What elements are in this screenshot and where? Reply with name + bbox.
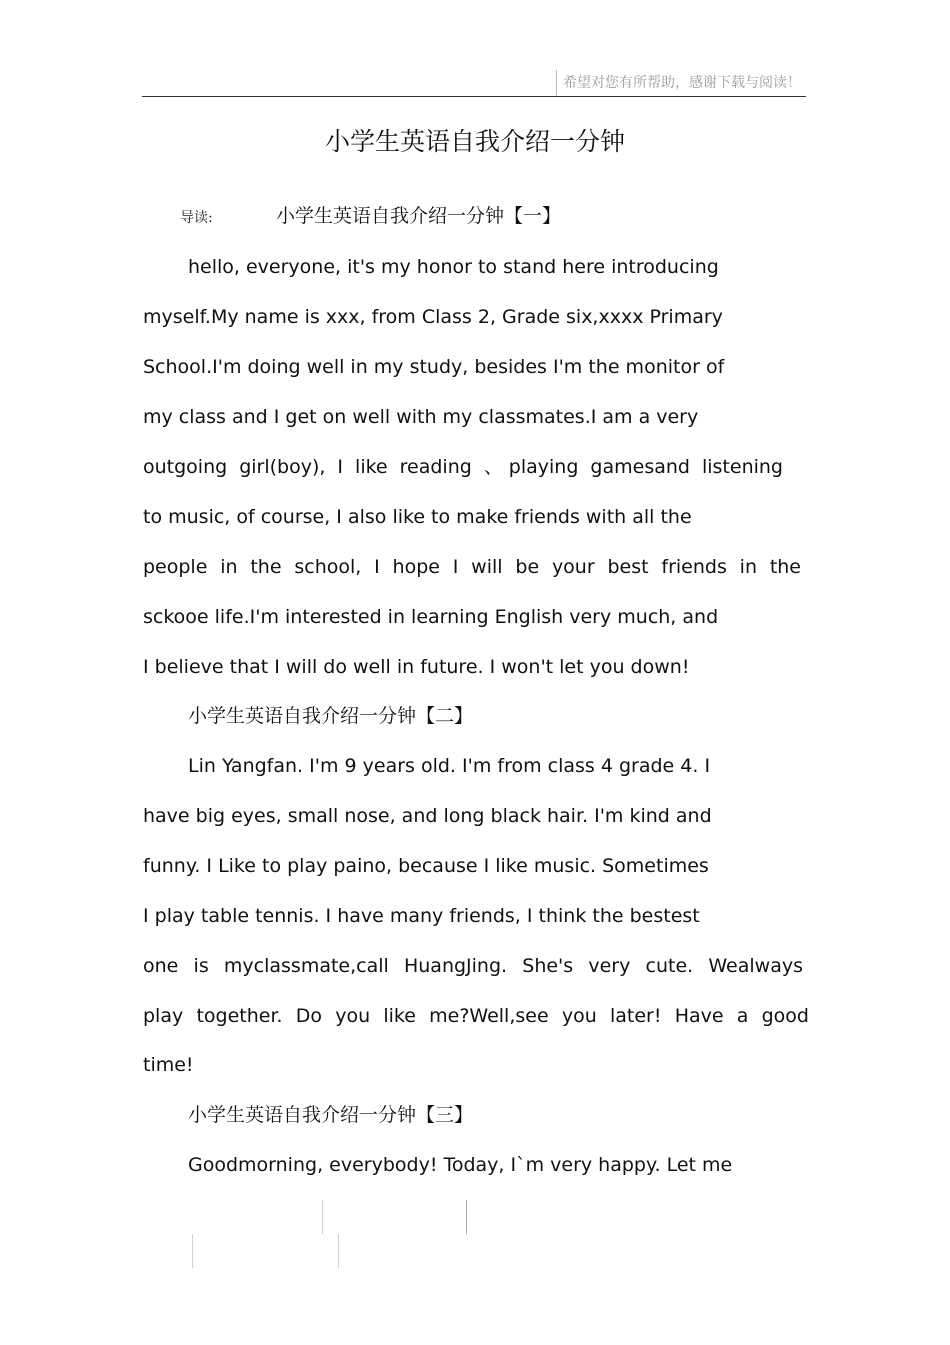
paragraph-line: my class and I get on well with my classmates.I am a very: [143, 406, 699, 428]
paragraph-line: funny. I Like to play paino, because I like music. Sometimes: [143, 855, 709, 877]
scan-artifact-line: [338, 1234, 339, 1268]
document-title: 小学生英语自我介绍一分钟: [324, 127, 625, 156]
paragraph-line: have big eyes, small nose, and long black hair. I'm kind and: [143, 805, 712, 827]
scan-artifact-line: [322, 1200, 323, 1234]
scan-artifact-line: [466, 1200, 467, 1234]
paragraph-line: one is myclassmate,call HuangJing. She's very cute. Wealways: [143, 955, 803, 977]
paragraph-line: I believe that I will do well in future. I won't let you down!: [143, 656, 690, 678]
header-note: 希望对您有所帮助，感谢下载与阅读！: [556, 70, 806, 96]
paragraph-line: to music, of course, I also like to make friends with all the: [143, 506, 692, 528]
paragraph-line: School.I'm doing well in my study, besides I'm the monitor of: [143, 356, 725, 378]
paragraph-line: play together. Do you like me?Well,see you later! Have a good: [143, 1005, 809, 1027]
section-1-heading: 小学生英语自我介绍一分钟【一】: [276, 205, 562, 227]
intro-label: 导读:: [180, 210, 213, 226]
paragraph-line: outgoing girl(boy), I like reading 、playing gamesand listening: [143, 456, 783, 478]
header-divider: [142, 96, 806, 97]
paragraph-line: people in the school, I hope I will be your best friends in the: [143, 556, 801, 578]
paragraph-line: Goodmorning, everybody! Today, I`m very happy. Let me: [188, 1154, 733, 1176]
paragraph-line: I play table tennis. I have many friends, I think the bestest: [143, 905, 700, 927]
paragraph-line: hello, everyone, it's my honor to stand here introducing: [188, 256, 719, 278]
paragraph-line: Lin Yangfan. I'm 9 years old. I'm from class 4 grade 4. I: [188, 755, 711, 777]
section-2-heading: 小学生英语自我介绍一分钟【二】: [188, 705, 474, 727]
paragraph-line: myself.My name is xxx, from Class 2, Grade six,xxxx Primary: [143, 306, 723, 328]
paragraph-line: sckooe life.I'm interested in learning English very much, and: [143, 606, 719, 628]
section-3-heading: 小学生英语自我介绍一分钟【三】: [188, 1104, 474, 1126]
paragraph-line: time!: [143, 1054, 194, 1076]
scan-artifact-line: [192, 1234, 193, 1268]
